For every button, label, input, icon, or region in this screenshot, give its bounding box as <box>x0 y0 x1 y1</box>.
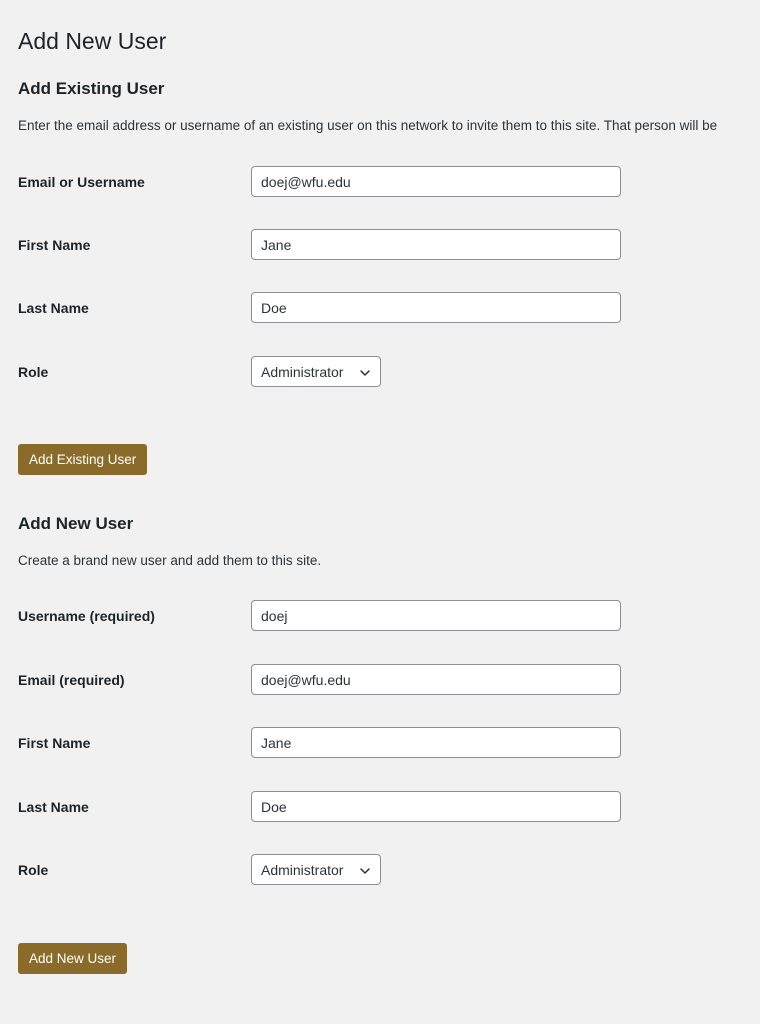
new-first-name-input[interactable] <box>251 727 621 758</box>
new-role-select[interactable] <box>251 854 381 885</box>
add-existing-user-heading: Add Existing User <box>18 79 165 98</box>
username-label: Username (required) <box>18 608 155 624</box>
add-new-user-button[interactable]: Add New User <box>18 943 127 974</box>
username-input[interactable] <box>251 600 621 631</box>
new-first-name-label: First Name <box>18 735 91 751</box>
new-role-value: Administrator <box>261 861 344 878</box>
new-role-label: Role <box>18 862 49 878</box>
existing-role-value: Administrator <box>261 363 344 380</box>
existing-first-name-label: First Name <box>18 237 91 253</box>
existing-last-name-input[interactable] <box>251 292 621 323</box>
add-existing-user-button[interactable]: Add Existing User <box>18 444 147 475</box>
existing-last-name-label: Last Name <box>18 300 89 316</box>
new-last-name-input[interactable] <box>251 791 621 822</box>
page-title: Add New User <box>18 28 167 54</box>
chevron-down-icon <box>359 366 371 378</box>
add-existing-user-description: Enter the email address or username of an existing user on this network to invite them to this site. That person will be <box>18 118 718 133</box>
add-new-user-heading: Add New User <box>18 514 134 533</box>
email-or-username-input[interactable] <box>251 166 621 197</box>
new-last-name-label: Last Name <box>18 799 89 815</box>
email-input[interactable] <box>251 664 621 695</box>
existing-role-select[interactable] <box>251 356 381 387</box>
chevron-down-icon <box>359 864 371 876</box>
email-or-username-label: Email or Username <box>18 174 145 190</box>
add-new-user-description: Create a brand new user and add them to this site. <box>18 553 322 568</box>
existing-first-name-input[interactable] <box>251 229 621 260</box>
email-label: Email (required) <box>18 672 125 688</box>
existing-role-label: Role <box>18 364 49 380</box>
